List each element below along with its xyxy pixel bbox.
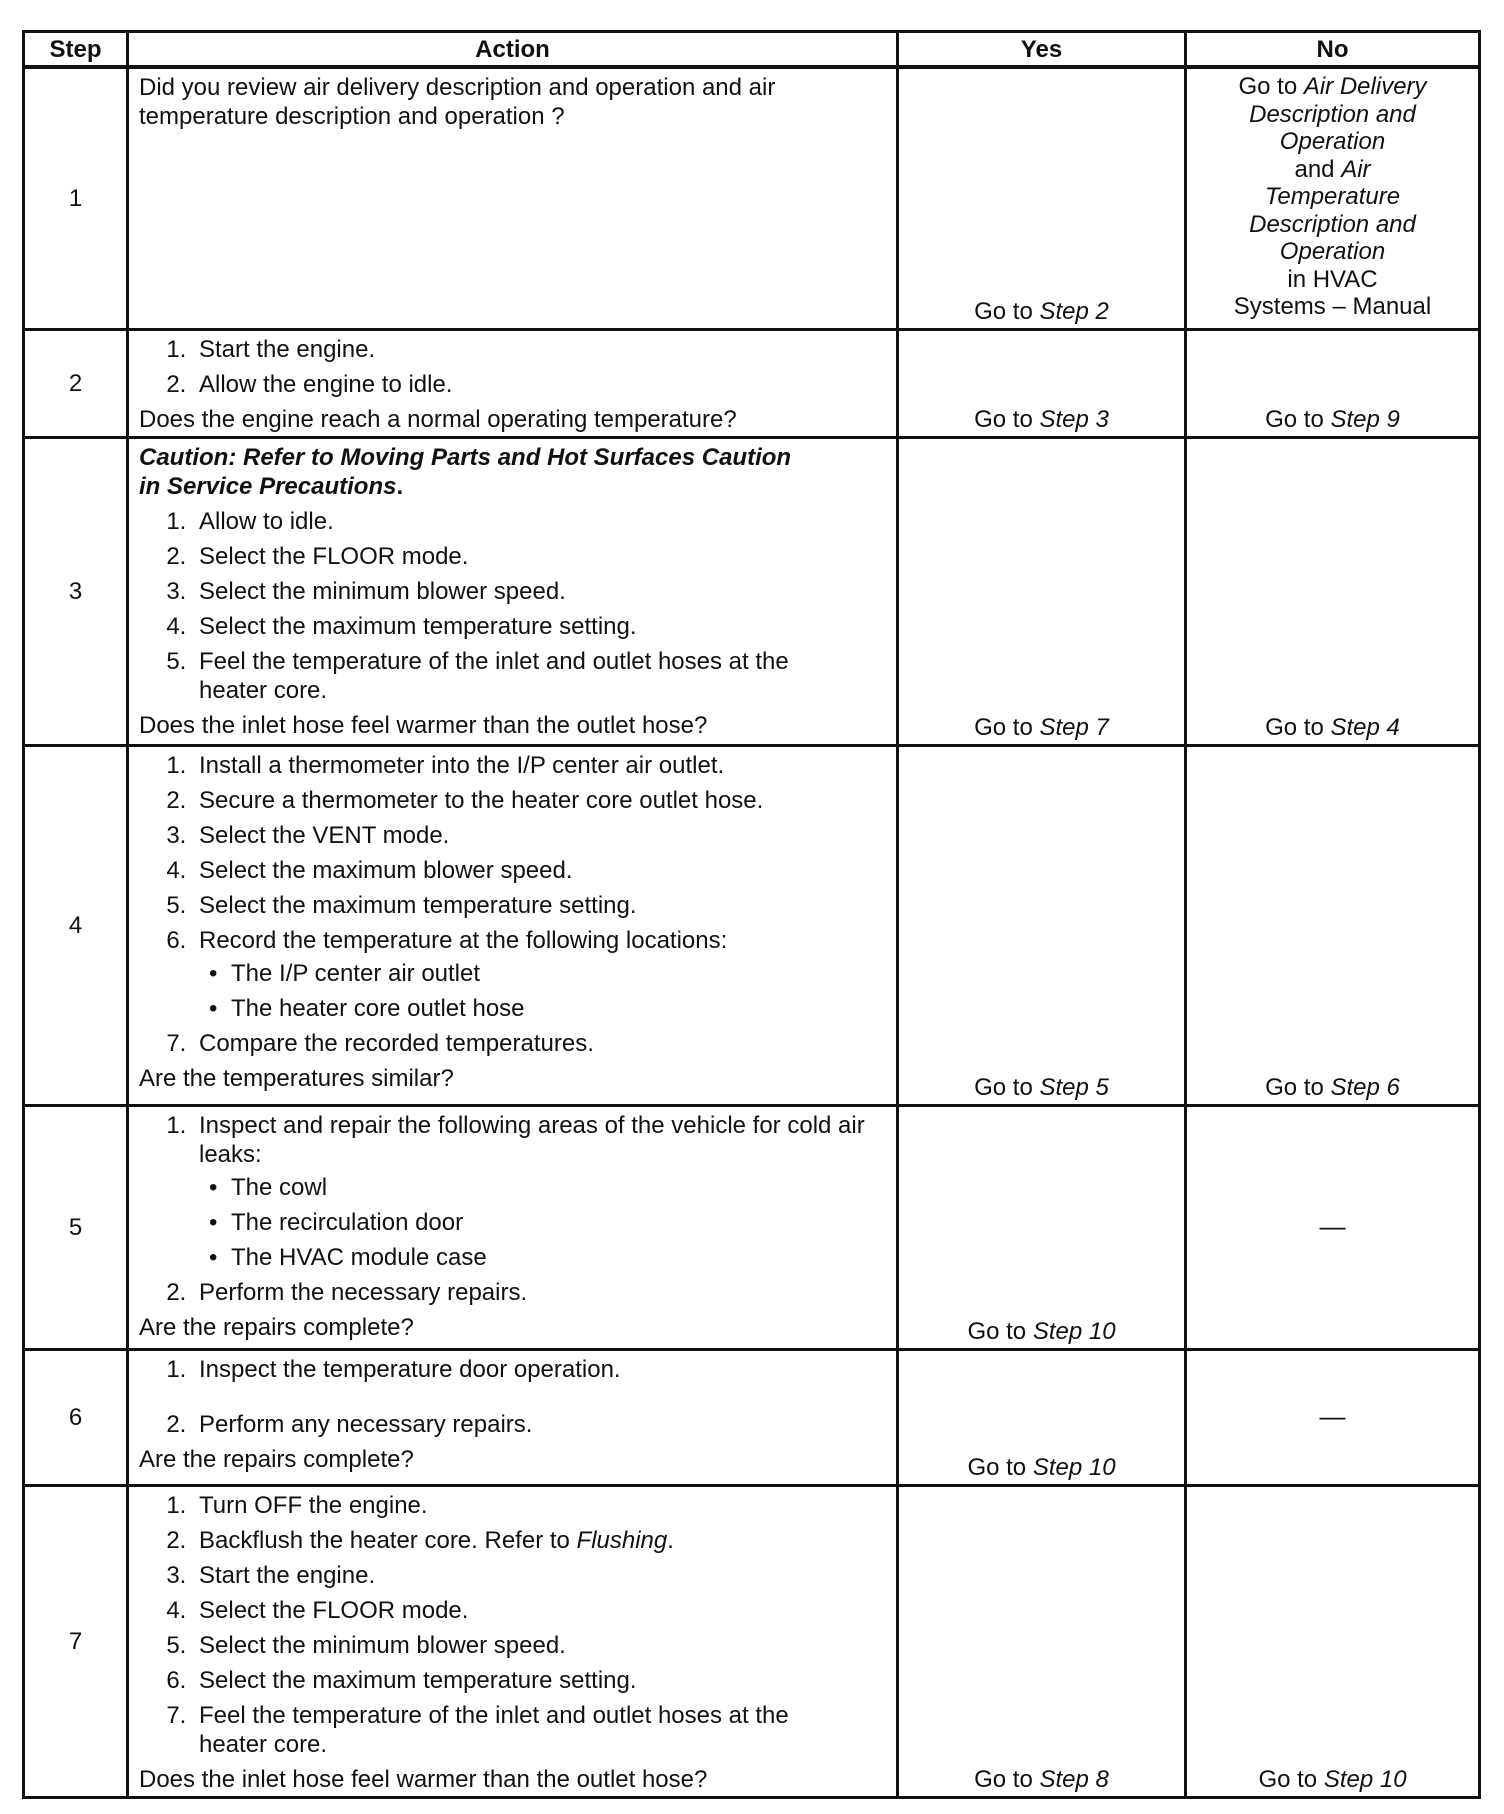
yes-prefix: Go to: [974, 713, 1040, 741]
action-step: [193, 926, 888, 1023]
no-step-link[interactable]: Step 6: [1330, 1073, 1400, 1101]
step-row-6: [24, 1349, 1480, 1485]
action-step: 1. Start the engine.: [193, 335, 888, 364]
yes-cell: [898, 1485, 1186, 1797]
action-cell: [128, 329, 898, 437]
step-row-3: [24, 437, 1480, 745]
action-question: Are the repairs complete?: [139, 1445, 414, 1473]
sub-list: [199, 1173, 868, 1272]
action-question: Did you review air delivery description and operation and air temperature description and operation ?: [139, 74, 776, 130]
action-steps-list: [139, 335, 888, 399]
sub-item: • The recirculation door: [231, 1208, 868, 1237]
action-step: [193, 1111, 888, 1272]
no-text: Systems – Manual: [1233, 293, 1432, 320]
action-step: 5. Select the minimum blower speed.: [193, 1631, 888, 1660]
action-step: 7. Feel the temperature of the inlet and outlet hoses at the heater core.: [193, 1701, 888, 1759]
action-step: 2. Perform the necessary repairs.: [193, 1278, 888, 1307]
no-step-link[interactable]: Step 10: [1323, 1765, 1407, 1793]
action-step: 2. Select the FLOOR mode.: [193, 542, 888, 571]
step-number: 1: [24, 67, 128, 329]
yes-step-link[interactable]: Step 8: [1039, 1765, 1109, 1793]
action-step: 4. Select the maximum blower speed.: [193, 856, 888, 885]
no-ref-link[interactable]: Operation: [1279, 128, 1386, 155]
flushing-link[interactable]: Flushing: [576, 1526, 668, 1554]
yes-cell: [898, 745, 1186, 1105]
no-text: Go to: [1238, 73, 1304, 100]
step-number: 4: [24, 745, 128, 1105]
action-question: Are the repairs complete?: [139, 1313, 414, 1341]
header-step: Step: [24, 32, 128, 68]
action-step: [193, 1526, 888, 1555]
no-ref-link[interactable]: Temperature: [1264, 183, 1401, 210]
yes-prefix: Go to: [967, 1453, 1033, 1481]
action-step: 2. Allow the engine to idle.: [193, 370, 888, 399]
no-prefix: Go to: [1258, 1765, 1324, 1793]
no-prefix: Go to: [1265, 405, 1331, 433]
no-dash: —: [1319, 1210, 1346, 1241]
step-row-1: [24, 67, 1480, 329]
sub-list: [199, 959, 888, 1023]
action-step: 4. Select the maximum temperature setting.: [193, 612, 888, 641]
no-ref-link[interactable]: Air: [1341, 155, 1371, 183]
action-steps-list: [139, 751, 888, 1058]
no-prefix: Go to: [1265, 713, 1331, 741]
yes-prefix: Go to: [967, 1317, 1033, 1345]
action-cell: [128, 745, 898, 1105]
step-number: 6: [24, 1349, 128, 1485]
diagnostic-table-container: [22, 30, 1478, 1799]
action-cell: [128, 437, 898, 745]
action-step: 4. Select the FLOOR mode.: [193, 1596, 888, 1625]
no-step-link[interactable]: Step 9: [1330, 405, 1400, 433]
yes-step-link[interactable]: Step 10: [1032, 1317, 1116, 1345]
yes-step-link[interactable]: Step 7: [1039, 713, 1109, 741]
caution-text: in Service Precautions: [139, 472, 397, 500]
no-cell: [1186, 329, 1480, 437]
action-steps-list: [139, 1355, 888, 1439]
no-cell: [1186, 437, 1480, 745]
action-step: 3. Select the minimum blower speed.: [193, 577, 888, 606]
caution-text: Caution: Refer to Moving Parts and Hot Surfaces Caution: [139, 443, 792, 471]
action-steps-list: [139, 1111, 888, 1307]
step-row-2: [24, 329, 1480, 437]
header-action: Action: [128, 32, 898, 68]
action-cell: [128, 1105, 898, 1349]
action-step: 1. Allow to idle.: [193, 507, 888, 536]
yes-cell: [898, 67, 1186, 329]
header-row: [24, 32, 1480, 68]
yes-prefix: Go to: [974, 405, 1040, 433]
caution-end: .: [396, 472, 404, 500]
step-number: 7: [24, 1485, 128, 1797]
action-cell: [128, 1349, 898, 1485]
sub-item: • The HVAC module case: [231, 1243, 868, 1272]
action-steps-list: [139, 1491, 888, 1759]
yes-prefix: Go to: [974, 1073, 1040, 1101]
action-question: Does the engine reach a normal operating temperature?: [139, 405, 737, 433]
no-ref-link[interactable]: Operation: [1279, 238, 1386, 265]
action-step: 5. Select the maximum temperature setting.: [193, 891, 888, 920]
yes-step-link[interactable]: Step 10: [1032, 1453, 1116, 1481]
no-cell: [1186, 1105, 1480, 1349]
yes-cell: [898, 437, 1186, 745]
yes-cell: [898, 1349, 1186, 1485]
yes-cell: [898, 329, 1186, 437]
no-cell: [1186, 745, 1480, 1105]
step-row-7: [24, 1485, 1480, 1797]
action-cell: [128, 67, 898, 329]
header-no: No: [1186, 32, 1480, 68]
action-step: 3. Start the engine.: [193, 1561, 888, 1590]
yes-step-link[interactable]: Step 5: [1039, 1073, 1109, 1101]
no-cell: [1186, 1349, 1480, 1485]
action-step-text: Record the temperature at the following locations:: [199, 926, 728, 954]
caution-note: [139, 443, 888, 501]
action-cell: [128, 1485, 898, 1797]
no-cell: [1186, 67, 1480, 329]
action-step: 1. Turn OFF the engine.: [193, 1491, 888, 1520]
yes-prefix: Go to: [974, 1765, 1040, 1793]
yes-step-link[interactable]: Step 3: [1039, 405, 1109, 433]
action-step: 5. Feel the temperature of the inlet and outlet hoses at the heater core.: [193, 647, 888, 705]
sub-item: • The cowl: [231, 1173, 868, 1202]
action-step: 1. Inspect the temperature door operation.: [193, 1355, 888, 1384]
no-text: and: [1294, 155, 1342, 183]
action-step-text: Backflush the heater core. Refer to: [199, 1526, 577, 1554]
action-steps-list: [139, 507, 888, 705]
yes-step-link[interactable]: Step 2: [1039, 297, 1109, 325]
action-step: 7. Compare the recorded temperatures.: [193, 1029, 888, 1058]
no-prefix: Go to: [1265, 1073, 1331, 1101]
action-step: 3. Select the VENT mode.: [193, 821, 888, 850]
header-yes: Yes: [898, 32, 1186, 68]
action-question: Does the inlet hose feel warmer than the outlet hose?: [139, 1765, 708, 1793]
diagnostic-table: [22, 30, 1481, 1799]
no-dash: —: [1319, 1400, 1346, 1431]
no-ref-link[interactable]: Description and: [1249, 210, 1416, 238]
action-step: 1. Install a thermometer into the I/P center air outlet.: [193, 751, 888, 780]
step-row-5: [24, 1105, 1480, 1349]
action-step: 6. Select the maximum temperature setting.: [193, 1666, 888, 1695]
step-number: 5: [24, 1105, 128, 1349]
action-question: Are the temperatures similar?: [139, 1064, 454, 1092]
no-cell: [1186, 1485, 1480, 1797]
step-number: 3: [24, 437, 128, 745]
yes-cell: [898, 1105, 1186, 1349]
step-row-4: [24, 745, 1480, 1105]
yes-prefix: Go to: [974, 297, 1040, 325]
no-text: in HVAC: [1287, 265, 1378, 293]
no-step-link[interactable]: Step 4: [1330, 713, 1400, 741]
no-ref-link[interactable]: Description and: [1249, 100, 1416, 128]
action-question: Does the inlet hose feel warmer than the outlet hose?: [139, 711, 708, 739]
sub-item: • The I/P center air outlet: [231, 959, 888, 988]
action-step-end: .: [667, 1526, 674, 1554]
no-ref-link[interactable]: Air Delivery: [1303, 73, 1427, 100]
action-step: 2. Perform any necessary repairs.: [193, 1410, 888, 1439]
action-step-text: Inspect and repair the following areas of the vehicle for cold air leaks:: [199, 1111, 865, 1168]
sub-item: • The heater core outlet hose: [231, 994, 888, 1023]
action-step: 2. Secure a thermometer to the heater core outlet hose.: [193, 786, 888, 815]
step-number: 2: [24, 329, 128, 437]
